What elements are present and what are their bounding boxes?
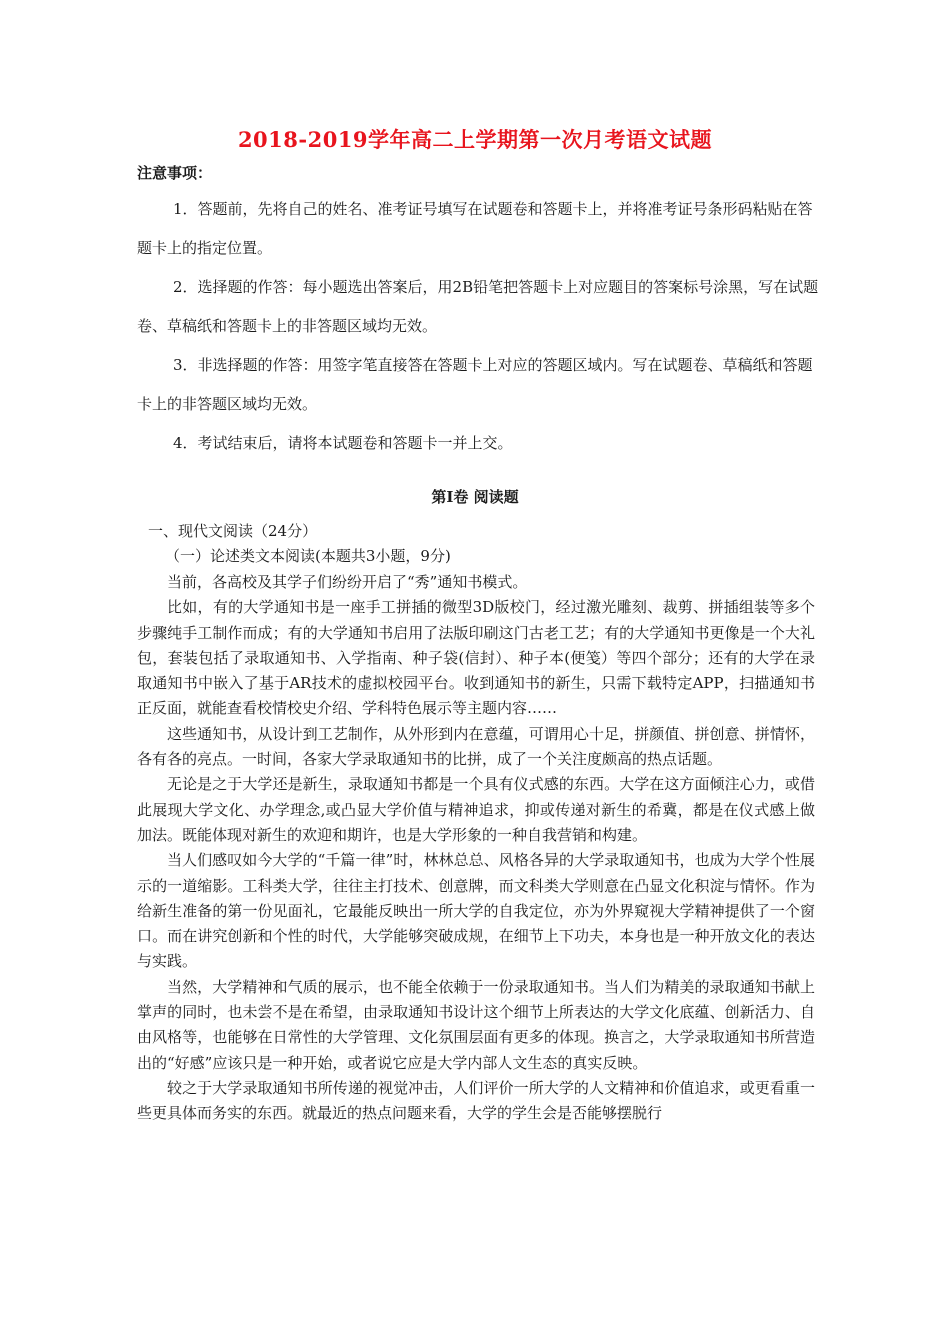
article-paragraph: 当人们感叹如今大学的“千篇一律”时，林林总总、风格各异的大学录取通知书，也成为大学个性展示的一道缩影。工科类大学，往往主打技术、创意牌，而文科类大学则意在凸显文化积淀与情怀。作为给新生准备的第一份见面礼，它最能反映出一所大学的自我定位，亦为外界窥视大学精神提供了一个窗口。而在讲究创新和个性的时代，大学能够突破成规，在细节上下功夫，本身也是一种开放文化的表达与实践。 (137, 851, 815, 971)
notice-item-3: 3．非选择题的作答：用签字笔直接答在答题卡上对应的答题区域内。写在试题卷、草稿纸和答题卡上的非答题区域均无效。 (137, 356, 813, 413)
notice-item (137, 346, 827, 424)
article-paragraph: 无论是之于大学还是新生，录取通知书都是一个具有仪式感的东西。大学在这方面倾注心力，或借此展现大学文化、办学理念,或凸显大学价值与精神追求，抑或传递对新生的希冀，都是在仪式感上做加法。既能体现对新生的欢迎和期许，也是大学形象的一种自我营销和构建。 (137, 775, 815, 844)
article-paragraph: 较之于大学录取通知书所传递的视觉冲击，人们评价一所大学的人文精神和价值追求，或更看重一些更具体而务实的东西。就最近的热点问题来看，大学的学生会是否能够摆脱行 (137, 1078, 815, 1123)
article-body (137, 570, 815, 1127)
notice-item-1: 1．答题前，先将自己的姓名、准考证号填写在试题卷和答题卡上，并将准考证号条形码粘贴在答题卡上的指定位置。 (137, 200, 813, 257)
notice-item (137, 190, 827, 268)
notice-item-4: 4．考试结束后，请将本试题卷和答题卡一并上交。 (173, 434, 513, 452)
notice-item (137, 268, 827, 346)
article-paragraph: 当前，各高校及其学子们纷纷开启了“秀”通知书模式。 (167, 573, 528, 591)
exam-title: 2018-2019学年高二上学期第一次月考语文试题 (237, 127, 713, 152)
notice-item-2: 2．选择题的作答：每小题选出答案后，用2B铅笔把答题卡上对应题目的答案标号涂黑，写在试题卷、草稿纸和答题卡上的非答题区域均无效。 (137, 278, 819, 335)
article-paragraph: 比如，有的大学通知书是一座手工拼插的微型3D版校门，经过激光雕刻、裁剪、拼插组装等多个步骤纯手工制作而成；有的大学通知书启用了法版印刷这门古老工艺；有的大学通知书更像是一个大礼包，套装包括了录取通知书、入学指南、种子袋(信封）、种子本(便笺）等四个部分；还有的大学在录取通知书中嵌入了基于AR技术的虚拟校园平台。收到通知书的新生，只需下载特定APP，扫描通知书正反面，就能查看校情校史介绍、学科特色展示等主题内容…… (137, 598, 815, 718)
article-paragraph: 这些通知书，从设计到工艺制作，从外形到内在意蕴，可谓用心十足，拼颜值、拼创意、拼情怀，各有各的亮点。一时间，各家大学录取通知书的比拼，成了一个关注度颇高的热点话题。 (137, 724, 815, 769)
notice-heading: 注意事项： (137, 164, 213, 182)
sub-heading: （一）论述类文本阅读(本题共3小题，9分) (165, 547, 451, 565)
notice-item (137, 424, 827, 463)
article-paragraph: 当然，大学精神和气质的展示，也不能全依赖于一份录取通知书。当人们为精美的录取通知书献上掌声的同时，也未尝不是在希望，由录取通知书设计这个细节上所表达的大学文化底蕴、创新活力、自由风格等，也能够在日常性的大学管理、文化氛围层面有更多的体现。换言之，大学录取通知书所营造出的“好感”应该只是一种开始，或者说它应是大学内部人文生态的真实反映。 (137, 977, 815, 1072)
section-title: 第Ⅰ卷 阅读题 (431, 488, 519, 506)
part-heading: 一、现代文阅读（24分） (148, 522, 318, 540)
